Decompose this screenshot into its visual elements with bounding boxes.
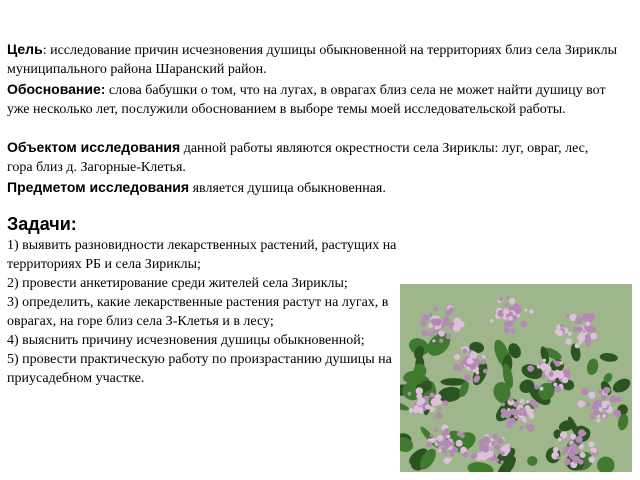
flower-dot (578, 459, 584, 465)
task-item: 1) выявить разновидности лекарственных растений, растущих на территориях РБ и села Зириклы; (7, 238, 397, 272)
task-item: 2) провести анкетирование среди жителей села Зириклы; (7, 276, 348, 291)
flower-dot (549, 372, 554, 377)
flower-dot (502, 445, 508, 451)
flower-dot (432, 339, 435, 342)
oregano-flowers-photo (400, 284, 632, 472)
flower-dot (446, 333, 452, 339)
flower-dot (429, 393, 434, 398)
flower-dot (501, 460, 504, 463)
flower-dot (520, 321, 527, 328)
flower-dot (506, 311, 509, 314)
flower-dot (435, 443, 438, 446)
flower-dot (589, 442, 595, 448)
flower-dot (429, 313, 433, 317)
flower-dot (483, 369, 488, 374)
flower-dot (450, 453, 454, 457)
flower-dot (442, 324, 445, 327)
flower-dot (541, 375, 545, 379)
flower-dot (562, 377, 568, 383)
flower-dot (573, 328, 577, 332)
flower-dot (601, 402, 606, 407)
flower-dot (436, 412, 443, 419)
flower-dot (497, 438, 504, 445)
flower-dot (586, 325, 594, 333)
tasks-title: Задачи: (7, 214, 77, 234)
flower-dot (456, 440, 463, 447)
object-text: данной работы являются окрестности села Зириклы: луг, овраг, лес, гора близ д. Загорные-Клетья. (7, 141, 589, 175)
flower-dot (437, 435, 443, 441)
flower-dot (599, 408, 603, 412)
flower-dot (438, 407, 442, 411)
flower-dot (470, 351, 477, 358)
flower-dot (597, 419, 601, 423)
flower-dot (443, 400, 449, 406)
flower-dot (522, 412, 527, 417)
flower-dot (518, 412, 522, 416)
flower-dot (603, 387, 610, 394)
flower-dot (457, 319, 461, 323)
goal-paragraph (7, 40, 635, 79)
flower-dot (540, 387, 544, 391)
flower-dot (490, 319, 494, 323)
flower-dot (507, 408, 510, 411)
flower-dot (481, 359, 486, 364)
flower-dot (444, 428, 451, 435)
flower-dot (496, 458, 500, 462)
flower-dot (499, 297, 503, 301)
flower-dot (501, 403, 505, 407)
flower-dot (576, 436, 583, 443)
flower-dot (590, 414, 595, 419)
flower-dot (500, 451, 504, 455)
flower-dot (505, 303, 508, 306)
flower-dot (490, 438, 494, 442)
flower-dot (428, 323, 433, 328)
flower-dot (508, 316, 513, 321)
flower-dot (453, 324, 461, 332)
subject-paragraph (7, 178, 627, 198)
flower-dot (421, 330, 428, 337)
task-item: 5) провести практическую работу по произрастанию душицы на приусадебном участке. (7, 352, 392, 386)
flower-dot (409, 408, 414, 413)
flower-dot (564, 446, 570, 452)
flower-dot (431, 398, 439, 406)
flower-dot (482, 355, 486, 359)
flower-dot (478, 439, 485, 446)
flower-dot (588, 392, 595, 399)
flower-dot (540, 363, 547, 370)
flower-dot (589, 456, 596, 463)
flower-dot (566, 314, 569, 317)
flower-dot (554, 370, 562, 378)
flower-dot (586, 321, 591, 326)
basis-text: слова бабушки о том, что на лугах, в оврагах близ села не может найти душицу вот уже несколько лет, послужили обоснованием в выборе темы моей исследовательской работы. (7, 83, 606, 117)
flower-dot (565, 338, 572, 345)
flower-dot (558, 437, 562, 441)
flower-dot (438, 449, 442, 453)
flower-dot (575, 317, 583, 325)
flower-dot (568, 450, 576, 458)
flower-dot (455, 448, 459, 452)
flower-dot (506, 421, 511, 426)
flower-dot (613, 399, 617, 403)
flower-dot (529, 309, 533, 313)
flower-dot (501, 413, 506, 418)
flower-dot (408, 392, 412, 396)
flower-dot (444, 440, 452, 448)
flower-dot (537, 365, 541, 369)
task-item: 4) выяснить причину исчезновения душицы обыкновенной; (7, 333, 365, 348)
flower-dot (601, 395, 607, 401)
flower-dot (476, 457, 479, 460)
flower-dot (464, 375, 471, 382)
flower-dot (560, 324, 564, 328)
flower-dot (560, 361, 563, 364)
basis-paragraph (7, 80, 607, 119)
flower-dot (416, 387, 423, 394)
flower-dot (454, 354, 460, 360)
flower-dot (527, 365, 534, 372)
flower-dot (425, 402, 428, 405)
tasks-list (7, 236, 407, 388)
subject-text: является душица обыкновенная. (189, 181, 386, 196)
flower-dot (581, 388, 588, 395)
flower-dot (577, 326, 583, 332)
basis-label: Обоснование: (7, 81, 106, 97)
flower-dot (467, 358, 474, 365)
flower-dot (473, 377, 479, 383)
flower-dot (430, 433, 434, 437)
flower-dot (529, 413, 535, 419)
flower-dot (614, 410, 621, 417)
object-paragraph (7, 138, 617, 177)
flower-dot (449, 307, 454, 312)
flower-dot (434, 318, 442, 326)
flower-dot (527, 424, 535, 432)
flower-dot (463, 452, 469, 458)
flower-dot (567, 370, 570, 373)
flower-dot (542, 359, 546, 363)
flower-dot (560, 431, 567, 438)
subject-label: Предметом исследования (7, 179, 190, 195)
flower-dot (557, 330, 563, 336)
flower-dot (460, 433, 465, 438)
flower-dot (534, 385, 539, 390)
flower-dot (433, 330, 436, 333)
flower-dot (509, 298, 515, 304)
flower-dot (564, 458, 571, 465)
flower-dot (578, 429, 585, 436)
flower-dot (498, 312, 503, 317)
flower-dot (508, 320, 514, 326)
flower-dot (585, 334, 591, 340)
flower-dot (453, 364, 460, 371)
flower-dot (602, 414, 606, 418)
flower-dot (422, 314, 430, 322)
flower-dot (597, 415, 600, 418)
flower-dot (462, 349, 467, 354)
flower-dot (439, 339, 443, 343)
flower-dot (522, 408, 526, 412)
flower-dot (414, 405, 419, 410)
flower-dot (590, 333, 597, 340)
flower-dot (438, 331, 441, 334)
flower-dot (523, 419, 527, 423)
flower-dot (524, 308, 527, 311)
goal-label: Цель (7, 41, 43, 57)
flower-dot (592, 448, 597, 453)
flower-dot (577, 402, 581, 406)
flower-dot (489, 442, 492, 445)
flower-dot (579, 444, 584, 449)
flower-dot (504, 327, 510, 333)
flower-dot (480, 453, 488, 461)
flower-dot (555, 386, 562, 393)
flower-dot (506, 296, 509, 299)
flower-dot (570, 434, 576, 440)
goal-text: : исследование причин исчезновения душицы обыкновенной на территориях близ села Зириклы муниципального района Шаранский район. (7, 43, 618, 77)
flower-dot (577, 334, 585, 342)
flower-dot (530, 399, 537, 406)
flower-dot (568, 332, 572, 336)
flower-dot (509, 397, 514, 402)
object-label: Объектом исследования (7, 139, 181, 155)
flower-dot (582, 313, 590, 321)
flower-dot (520, 426, 524, 430)
flower-dot (511, 328, 516, 333)
flower-dot (580, 452, 586, 458)
flower-dot (526, 400, 529, 403)
task-item: 3) определить, какие лекарственные растения растут на лугах, в оврагах, на горе близ села З-Клетья и в лесу; (7, 295, 389, 329)
flower-dot (435, 428, 439, 432)
flower-dot (556, 456, 560, 460)
flower-dot (430, 438, 435, 443)
flower-dot (419, 410, 423, 414)
flower-dot (579, 341, 583, 345)
flower-dot (418, 398, 425, 405)
flower-dot (575, 343, 580, 348)
flower-dot (433, 307, 438, 312)
flower-dot (587, 403, 591, 407)
flower-dot (519, 408, 522, 411)
flower-dot (449, 458, 452, 461)
flower-dot (520, 399, 524, 403)
flower-dot (446, 434, 450, 438)
